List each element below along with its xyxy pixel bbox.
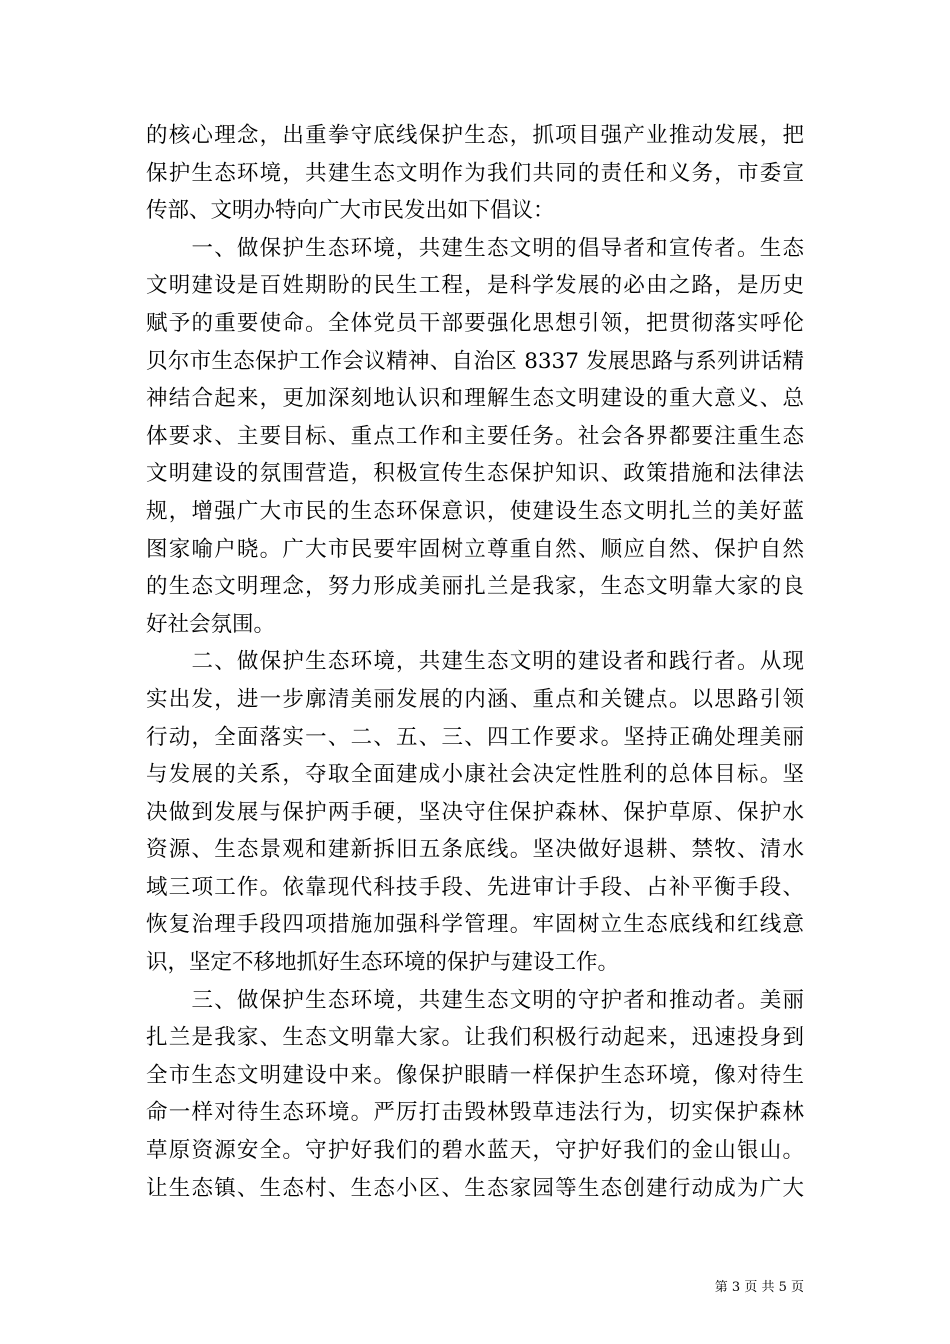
text-line: 行动，全面落实一、二、五、三、四工作要求。坚持正确处理美丽 [146, 724, 804, 750]
text-line: 文明建设的氛围营造，积极宣传生态保护知识、政策措施和法律法 [146, 461, 804, 487]
text-line: 传部、文明办特向广大市民发出如下倡议： [146, 198, 555, 224]
text-line: 一、做保护生态环境，共建生态文明的倡导者和宣传者。生态 [146, 235, 804, 261]
text-line: 扎兰是我家、生态文明靠大家。让我们积极行动起来，迅速投身到 [146, 1025, 804, 1051]
text-line: 规，增强广大市民的生态环保意识，使建设生态文明扎兰的美好蓝 [146, 498, 804, 524]
text-line: 好社会氛围。 [146, 611, 276, 637]
text-line: 三、做保护生态环境，共建生态文明的守护者和推动者。美丽 [146, 987, 804, 1013]
text-line: 与发展的关系，夺取全面建成小康社会决定性胜利的总体目标。坚 [146, 762, 804, 788]
text-line: 资源、生态景观和建新拆旧五条底线。坚决做好退耕、禁牧、清水 [146, 837, 804, 863]
text-line: 实出发，进一步廓清美丽发展的内涵、重点和关键点。以思路引领 [146, 686, 804, 712]
text-line: 的核心理念，出重拳守底线保护生态，抓项目强产业推动发展，把 [146, 123, 804, 148]
text-line: 让生态镇、生态村、生态小区、生态家园等生态创建行动成为广大 [146, 1175, 804, 1201]
text-line: 体要求、主要目标、重点工作和主要任务。社会各界都要注重生态 [146, 423, 804, 449]
text-line: 保护生态环境，共建生态文明作为我们共同的责任和义务，市委宣 [146, 160, 804, 186]
text-line: 贝尔市生态保护工作会议精神、自治区 8337 发展思路与系列讲话精 [146, 348, 804, 374]
text-line: 恢复治理手段四项措施加强科学管理。牢固树立生态底线和红线意 [146, 912, 804, 938]
text-line: 决做到发展与保护两手硬，坚决守住保护森林、保护草原、保护水 [146, 799, 804, 825]
text-line: 文明建设是百姓期盼的民生工程，是科学发展的必由之路，是历史 [146, 273, 804, 299]
text-line: 域三项工作。依靠现代科技手段、先进审计手段、占补平衡手段、 [146, 874, 804, 900]
text-line: 神结合起来，更加深刻地认识和理解生态文明建设的重大意义、总 [146, 386, 804, 412]
text-line: 二、做保护生态环境，共建生态文明的建设者和践行者。从现 [146, 649, 804, 675]
text-line: 赋予的重要使命。全体党员干部要强化思想引领，把贯彻落实呼伦 [146, 310, 804, 336]
text-line: 的生态文明理念，努力形成美丽扎兰是我家，生态文明靠大家的良 [146, 574, 804, 600]
text-line: 全市生态文明建设中来。像保护眼睛一样保护生态环境，像对待生 [146, 1062, 804, 1088]
document-body [146, 117, 804, 1207]
text-line: 命一样对待生态环境。严厉打击毁林毁草违法行为，切实保护森林 [146, 1100, 804, 1126]
text-line: 草原资源安全。守护好我们的碧水蓝天，守护好我们的金山银山。 [146, 1138, 804, 1164]
text-line: 图家喻户晓。广大市民要牢固树立尊重自然、顺应自然、保护自然 [146, 536, 804, 562]
page-number: 第 3 页 共 5 页 [714, 1280, 804, 1295]
text-line: 识，坚定不移地抓好生态环境的保护与建设工作。 [146, 950, 620, 976]
